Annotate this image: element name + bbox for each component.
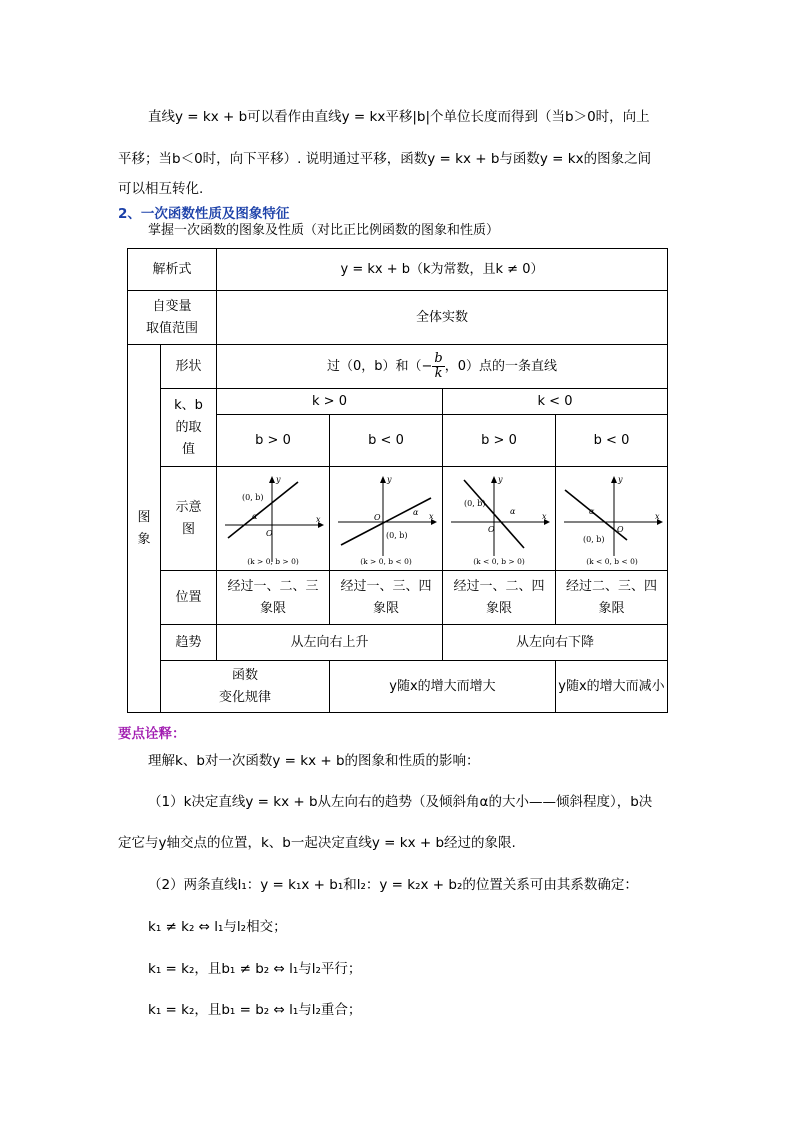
y-label: y [387, 474, 392, 484]
notes-point-2: （2）两条直线l₁：y = k₁x + b₁和l₂：y = k₂x + b₂的位置关系可由其系数确定： [148, 877, 638, 893]
origin-label: O [266, 528, 273, 538]
graph-caption: (k > 0, b > 0) [247, 556, 299, 566]
schematic-cell-2 [330, 467, 443, 571]
shape-prefix: 过（0，b）和（− [326, 359, 433, 374]
schematic-graph-k-pos-b-pos [220, 470, 326, 568]
origin-label: O [374, 512, 381, 522]
y-axis-arrow [380, 476, 386, 483]
position-3 [443, 571, 556, 625]
trend-up: 从左向右上升 [217, 625, 443, 661]
alpha-label: α [588, 506, 594, 516]
origin-label: O [616, 524, 624, 534]
graph-caption: (k < 0, b < 0) [585, 556, 638, 566]
b-value-2: b < 0 [330, 415, 443, 467]
row-label-position: 位置 [161, 571, 217, 625]
alpha-label: α [510, 506, 516, 516]
b-value-1: b > 0 [217, 415, 330, 467]
position-2-line-2: 象限 [372, 600, 399, 616]
graph-caption: (k > 0, b < 0) [360, 556, 412, 566]
row-label-schematic [161, 467, 217, 571]
intro-line-2: 平移；当b＜0时，向下平移）. 说明通过平移，函数y = kx + b与函数y = kx的图象之间 [118, 151, 652, 167]
notes-title: 要点诠释： [118, 726, 186, 742]
y-axis-arrow [269, 476, 275, 483]
section-title: 2、一次函数性质及图象特征 [118, 206, 290, 222]
origin-label: O [488, 524, 495, 534]
function-rule-label-line-1: 函数 [231, 667, 258, 683]
notes-point-1b: 定它与y轴交点的位置，k、b一起决定直线y = kx + b经过的象限. [118, 835, 516, 851]
domain-label-line-2: 取值范围 [145, 320, 198, 336]
point-label: (0, b) [242, 492, 264, 502]
shape-suffix: ，0）点的一条直线 [444, 359, 558, 374]
position-2 [330, 571, 443, 625]
x-label: x [542, 511, 547, 521]
point-label: (0, b) [386, 530, 408, 540]
schematic-label-line-1: 示意 [175, 499, 202, 515]
row-label-expression: 解析式 [128, 249, 217, 291]
schematic-graph-k-pos-b-neg [333, 470, 439, 568]
position-1-line-1: 经过一、二、三 [227, 578, 319, 594]
x-label: x [654, 511, 660, 521]
shape-value [217, 345, 668, 389]
row-label-kb [161, 389, 217, 467]
trend-down: 从左向右下降 [443, 625, 668, 661]
expression-value: y = kx + b（k为常数，且k ≠ 0） [217, 249, 668, 291]
x-label: x [316, 514, 321, 524]
schematic-graph-k-neg-b-neg [559, 470, 665, 568]
schematic-cell-3 [443, 467, 556, 571]
fraction-numerator: b [434, 351, 443, 366]
function-rule-label-line-2: 变化规律 [218, 689, 271, 705]
position-4 [556, 571, 668, 625]
notes-intro: 理解k、b对一次函数y = kx + b的图象和性质的影响： [148, 753, 480, 769]
y-label: y [276, 474, 281, 484]
position-1 [217, 571, 330, 625]
position-2-line-1: 经过一、三、四 [340, 578, 432, 594]
kb-label-line-2: 的取 [175, 419, 202, 435]
y-label: y [617, 474, 623, 484]
graph-group-label [128, 345, 161, 713]
y-label: y [498, 474, 503, 484]
graph-group-label-line-2: 象 [137, 531, 151, 547]
function-increasing: y随x的增大而增大 [330, 661, 556, 713]
section-subtitle: 掌握一次函数的图象及性质（对比正比例函数的图象和性质） [148, 223, 500, 238]
point-label: (0, b) [582, 534, 605, 544]
domain-label-line-1: 自变量 [152, 298, 192, 314]
kb-label-line-3: 值 [181, 441, 195, 457]
b-value-3: b > 0 [443, 415, 556, 467]
x-label: x [429, 511, 434, 521]
k-positive-header: k > 0 [217, 389, 443, 415]
fraction-denominator: k [434, 366, 443, 381]
schematic-graph-k-neg-b-pos [446, 470, 552, 568]
y-axis-arrow [611, 476, 617, 483]
intro-line-1: 直线y = kx + b可以看作由直线y = kx平移|b|个单位长度而得到（当b＞0时，向上 [148, 109, 650, 125]
position-3-line-2: 象限 [485, 600, 512, 616]
properties-table [127, 248, 668, 713]
row-label-function-rule [161, 661, 330, 713]
row-label-trend: 趋势 [161, 625, 217, 661]
relation-intersect: k₁ ≠ k₂ ⇔ l₁与l₂相交； [148, 919, 287, 935]
kb-label-line-1: k、b [174, 397, 203, 413]
b-value-4: b < 0 [556, 415, 668, 467]
y-axis-arrow [491, 476, 497, 483]
graph-group-label-line-1: 图 [137, 509, 151, 525]
b-over-k-fraction [432, 352, 444, 381]
alpha-label: α [413, 507, 419, 517]
position-3-line-1: 经过一、二、四 [453, 578, 545, 594]
position-1-line-2: 象限 [259, 600, 286, 616]
alpha-label: α [252, 511, 258, 521]
position-4-line-2: 象限 [598, 600, 625, 616]
schematic-cell-1 [217, 467, 330, 571]
graph-caption: (k < 0, b > 0) [473, 556, 525, 566]
row-label-domain [128, 291, 217, 345]
relation-parallel: k₁ = k₂，且b₁ ≠ b₂ ⇔ l₁与l₂平行； [148, 961, 362, 977]
row-label-shape: 形状 [161, 345, 217, 389]
domain-value: 全体实数 [217, 291, 668, 345]
graph-line [228, 482, 298, 538]
schematic-label-line-2: 图 [181, 521, 195, 537]
notes-point-1a: （1）k决定直线y = kx + b从左向右的趋势（及倾斜角α的大小——倾斜程度），b决 [148, 794, 653, 810]
relation-coincide: k₁ = k₂，且b₁ = b₂ ⇔ l₁与l₂重合； [148, 1002, 362, 1018]
intro-line-3: 可以相互转化. [118, 181, 204, 197]
position-4-line-1: 经过二、三、四 [565, 578, 657, 594]
k-negative-header: k < 0 [443, 389, 668, 415]
function-decreasing: y随x的增大而减小 [556, 661, 668, 713]
schematic-cell-4 [556, 467, 668, 571]
point-label: (0, b) [464, 498, 486, 508]
